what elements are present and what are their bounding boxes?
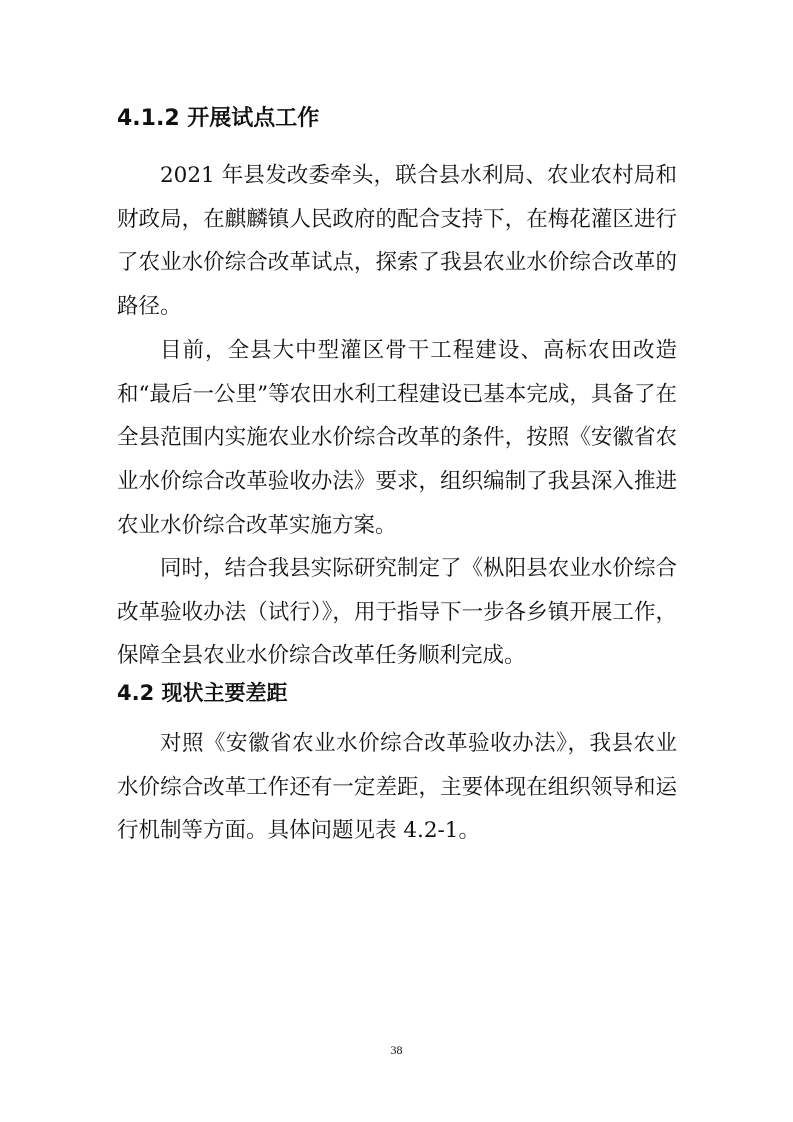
paragraph-current-status: 目前，全县大中型灌区骨干工程建设、高标农田改造和“最后一公里”等农田水利工程建设已基本完成，具备了在全县范围内实施农业水价综合改革的条件，按照《安徽省农业水价综合改革验收办法》要求，组织编制了我县深入推进农业水价综合改革实施方案。 <box>117 338 677 538</box>
page-number: 38 <box>390 1043 403 1057</box>
section-heading-4-2: 4.2 现状主要差距 <box>117 681 288 705</box>
paragraph-main-gaps: 对照《安徽省农业水价综合改革验收办法》，我县农业水价综合改革工作还有一定差距，主要体现在组织领导和运行机制等方面。具体问题见表 4.2-1。 <box>117 731 677 844</box>
paragraph-acceptance-method: 同时，结合我县实际研究制定了《枞阳县农业水价综合改革验收办法（试行）》，用于指导下一步各乡镇开展工作，保障全县农业水价综合改革任务顺利完成。 <box>117 556 677 669</box>
section-heading-4-1-2: 4.1.2 开展试点工作 <box>117 106 320 131</box>
paragraph-pilot-work: 2021 年县发改委牵头，联合县水利局、农业农村局和财政局，在麒麟镇人民政府的配合支持下，在梅花灌区进行了农业水价综合改革试点，探索了我县农业水价综合改革的路径。 <box>117 163 677 320</box>
